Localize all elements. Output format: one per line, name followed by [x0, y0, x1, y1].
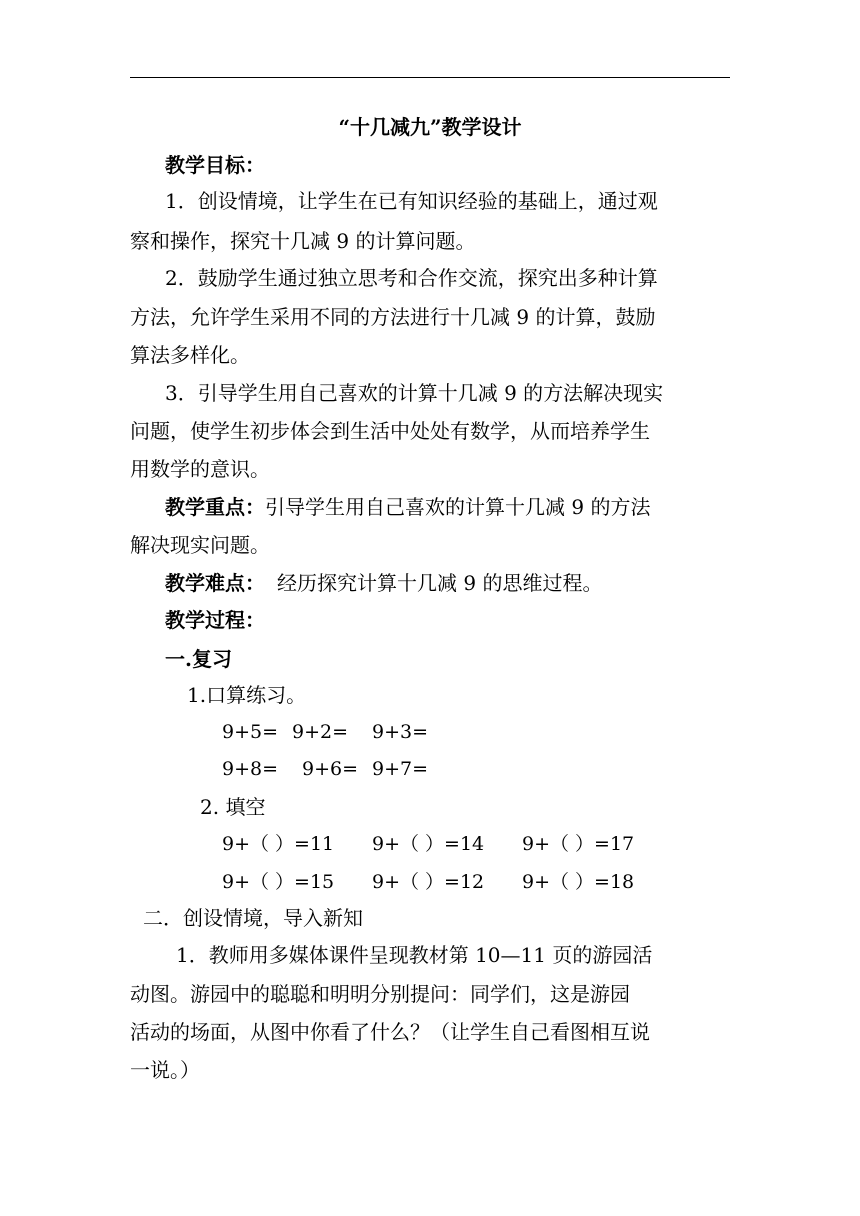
- review-heading: 一.复习: [165, 647, 232, 671]
- goal-2-line-3: 算法多样化。: [130, 343, 250, 367]
- oral-row-2-item-3: 9+7=: [372, 758, 429, 780]
- document-title: “十几减九”教学设计: [338, 115, 522, 139]
- oral-row-1-item-2: 9+2=: [292, 721, 349, 743]
- focus-label: 教学重点：: [165, 495, 265, 519]
- focus-line-1: [165, 495, 650, 519]
- difficulty-line: [165, 571, 602, 595]
- situation-line-2: 动图。游园中的聪聪和明明分别提问：同学们，这是游园: [130, 982, 630, 1006]
- fill-row-2-item-1: 9+（ ）=15: [222, 871, 335, 893]
- fill-row-2-item-3: 9+（ ）=18: [522, 871, 635, 893]
- process-heading: 教学过程：: [165, 608, 265, 632]
- goal-2-line-2: 方法，允许学生采用不同的方法进行十几减 9 的计算，鼓励: [130, 305, 656, 329]
- fill-row-2-item-2: 9+（ ）=12: [372, 871, 485, 893]
- header-rule: [130, 77, 730, 78]
- oral-row-1-item-3: 9+3=: [372, 721, 429, 743]
- situation-line-4: 一说。）: [130, 1058, 200, 1082]
- fill-row-1-item-1: 9+（ ）=11: [222, 833, 335, 855]
- goals-heading: 教学目标：: [165, 153, 265, 177]
- oral-row-1-item-1: 9+5=: [222, 721, 279, 743]
- fill-row-1-item-3: 9+（ ）=17: [522, 833, 635, 855]
- focus-text: 引导学生用自己喜欢的计算十几减 9 的方法: [265, 495, 651, 519]
- goal-1-line-1: 1．创设情境，让学生在已有知识经验的基础上，通过观: [165, 189, 658, 213]
- situation-heading: 二．创设情境，导入新知: [143, 906, 363, 930]
- goal-3-line-1: 3．引导学生用自己喜欢的计算十几减 9 的方法解决现实: [165, 381, 664, 405]
- difficulty-label: 教学难点：: [165, 571, 265, 595]
- goal-3-line-2: 问题，使学生初步体会到生活中处处有数学，从而培养学生: [130, 419, 650, 443]
- oral-practice-title: 1.口算练习。: [187, 683, 307, 707]
- goal-1-line-2: 察和操作，探究十几减 9 的计算问题。: [130, 229, 476, 253]
- fill-blank-title: 2. 填空: [200, 795, 266, 819]
- focus-line-2: 解决现实问题。: [130, 533, 270, 557]
- goal-2-line-1: 2．鼓励学生通过独立思考和合作交流，探究出多种计算: [165, 266, 658, 290]
- oral-row-2-item-2: 9+6=: [302, 758, 359, 780]
- situation-line-3: 活动的场面，从图中你看了什么？（让学生自己看图相互说: [130, 1020, 650, 1044]
- goal-3-line-3: 用数学的意识。: [130, 457, 270, 481]
- situation-line-1: 1．教师用多媒体课件呈现教材第 10—11 页的游园活: [176, 943, 653, 967]
- fill-row-1-item-2: 9+（ ）=14: [372, 833, 485, 855]
- oral-row-2-item-1: 9+8=: [222, 758, 279, 780]
- difficulty-text: 经历探究计算十几减 9 的思维过程。: [277, 571, 603, 595]
